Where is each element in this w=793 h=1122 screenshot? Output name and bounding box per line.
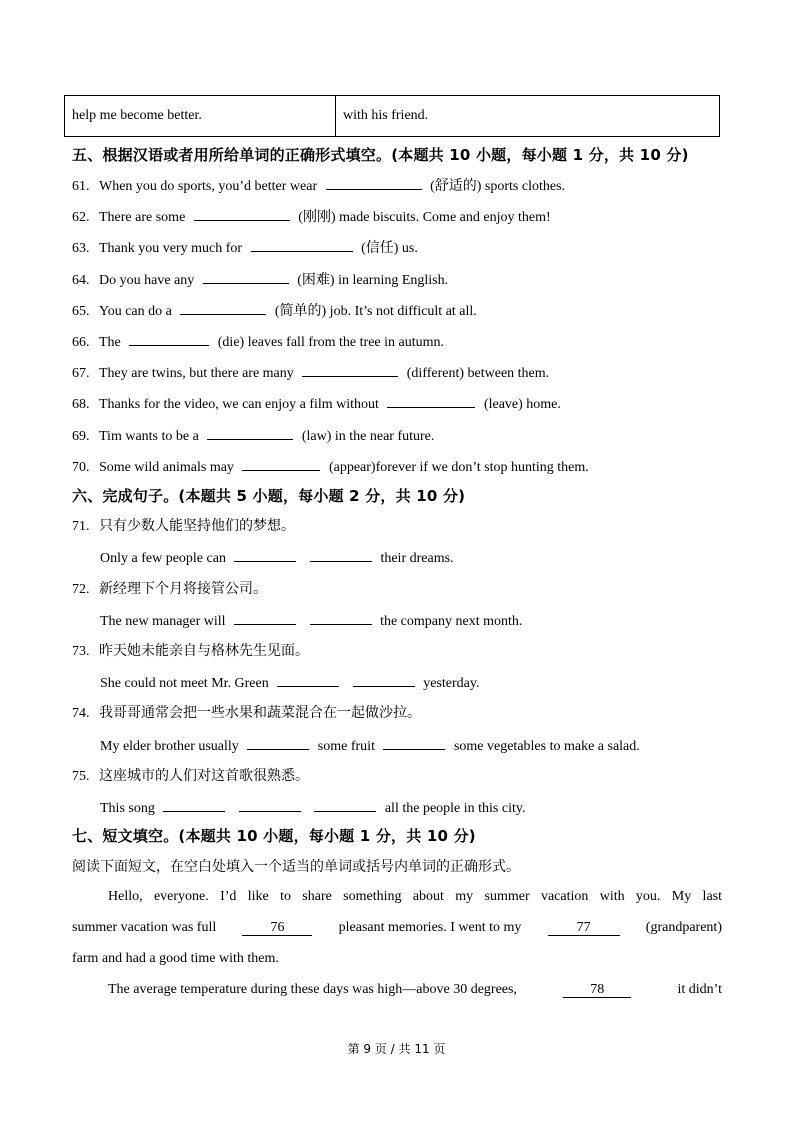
answer-blank[interactable] [310,547,372,562]
answer-blank[interactable] [383,735,445,750]
question-74-prompt [72,702,421,722]
answer-blank[interactable] [326,175,422,190]
question-67 [72,362,549,382]
question-text: (舒适的) sports clothes. [430,179,566,194]
sentence-part: yesterday. [423,676,480,691]
question-number: 73. [72,644,90,659]
section7-instruction: 阅读下面短文，在空白处填入一个适当的单词或括号内单词的正确形式。 [72,859,520,875]
question-chinese: 新经理下个月将接管公司。 [99,581,267,597]
answer-blank[interactable] [239,797,301,812]
sentence-part: some fruit [317,739,375,754]
answer-blank[interactable] [314,797,376,812]
answer-table [64,95,720,137]
question-text: Some wild animals may [99,460,234,475]
question-number: 71. [72,519,90,534]
question-text: (die) leaves fall from the tree in autumn. [217,335,445,350]
answer-blank[interactable] [163,797,225,812]
question-71-answer [100,547,454,567]
question-number: 68. [72,397,90,412]
passage-text: it didn’t [677,982,722,997]
question-text: (刚刚) made biscuits. Come and enjoy them! [298,210,551,225]
blank-76[interactable]: 76 [242,920,312,936]
question-text: (different) between them. [406,366,550,381]
question-72-prompt [72,578,267,598]
sentence-part: some vegetables to make a salad. [453,739,640,754]
answer-blank[interactable] [242,456,320,471]
answer-blank[interactable] [234,547,296,562]
question-text: When you do sports, you’d better wear [99,179,318,194]
question-70 [72,456,589,476]
answer-blank[interactable] [203,269,289,284]
answer-blank[interactable] [277,672,339,687]
answer-blank[interactable] [353,672,415,687]
question-64 [72,269,448,289]
passage-line-4 [72,982,722,998]
answer-blank[interactable] [310,610,372,625]
question-65 [72,300,477,320]
passage-text: pleasant memories. I went to my [338,920,522,935]
question-number: 67. [72,366,90,381]
question-chinese: 昨天她未能亲自与格林先生见面。 [99,643,309,659]
answer-blank[interactable] [234,610,296,625]
question-text: The [99,335,121,350]
question-71-prompt [72,515,295,535]
answer-blank[interactable] [387,393,475,408]
passage-text: The average temperature during these days was high—above 30 degrees, [108,982,517,997]
question-text: Thank you very much for [99,241,243,256]
sentence-part: My elder brother usually [100,739,239,754]
question-chinese: 这座城市的人们对这首歌很熟悉。 [99,768,309,784]
question-chinese: 只有少数人能坚持他们的梦想。 [99,518,295,534]
answer-blank[interactable] [207,425,293,440]
question-69 [72,425,434,445]
answer-blank[interactable] [247,735,309,750]
question-text: (appear)forever if we don’t stop hunting them. [328,460,589,475]
question-number: 72. [72,582,90,597]
question-number: 61. [72,179,90,194]
question-text: (困难) in learning English. [297,273,449,288]
section5-title: 五、根据汉语或者用所给单词的正确形式填空。(本题共 10 小题，每小题 1 分，共 10 分) [72,146,689,164]
page-footer: 第 9 页 / 共 11 页 [347,1042,446,1056]
question-75-answer [100,797,525,817]
question-number: 62. [72,210,90,225]
table-cell-right: with his friend. [343,108,429,123]
answer-blank[interactable] [180,300,266,315]
blank-77[interactable]: 77 [548,920,620,936]
question-73-answer [100,672,479,692]
question-text: (law) in the near future. [301,429,435,444]
question-62 [72,206,551,226]
question-text: There are some [99,210,186,225]
question-text: Thanks for the video, we can enjoy a film without [99,397,379,412]
question-number: 65. [72,304,90,319]
question-text: You can do a [99,304,172,319]
question-text: (信任) us. [361,241,418,256]
answer-blank[interactable] [129,331,209,346]
sentence-part: This song [100,801,155,816]
passage-line-2 [72,920,722,936]
sentence-part: their dreams. [380,551,454,566]
section6-title: 六、完成句子。(本题共 5 小题，每小题 2 分，共 10 分) [72,487,466,505]
section7-title: 七、短文填空。(本题共 10 小题，每小题 1 分，共 10 分) [72,827,476,845]
answer-blank[interactable] [251,237,353,252]
question-61 [72,175,565,195]
sentence-part: The new manager will [100,614,226,629]
answer-blank[interactable] [302,362,398,377]
question-number: 63. [72,241,90,256]
question-73-prompt [72,640,309,660]
sentence-part: She could not meet Mr. Green [100,676,269,691]
question-66 [72,331,444,351]
question-chinese: 我哥哥通常会把一些水果和蔬菜混合在一起做沙拉。 [99,705,421,721]
question-number: 74. [72,706,90,721]
question-number: 66. [72,335,90,350]
question-number: 69. [72,429,90,444]
sentence-part: all the people in this city. [384,801,526,816]
answer-blank[interactable] [194,206,290,221]
question-number: 75. [72,769,90,784]
question-number: 70. [72,460,90,475]
question-text: Do you have any [99,273,195,288]
passage-text: summer vacation was full [72,920,217,935]
blank-78[interactable]: 78 [563,982,631,998]
question-63 [72,237,418,257]
passage-line-1: Hello, everyone. I’d like to share something about my summer vacation with you. My last [108,889,722,904]
question-68 [72,393,561,413]
question-text: (leave) home. [483,397,561,412]
question-75-prompt [72,765,309,785]
question-72-answer [100,610,522,630]
question-text: Tim wants to be a [99,429,199,444]
question-text: They are twins, but there are many [99,366,294,381]
table-cell-left: help me become better. [65,96,336,136]
sentence-part: the company next month. [380,614,523,629]
passage-line-3: farm and had a good time with them. [72,951,279,966]
question-text: (简单的) job. It’s not difficult at all. [274,304,477,319]
passage-text: (grandparent) [645,920,722,935]
question-74-answer [100,735,640,755]
sentence-part: Only a few people can [100,551,226,566]
question-number: 64. [72,273,90,288]
